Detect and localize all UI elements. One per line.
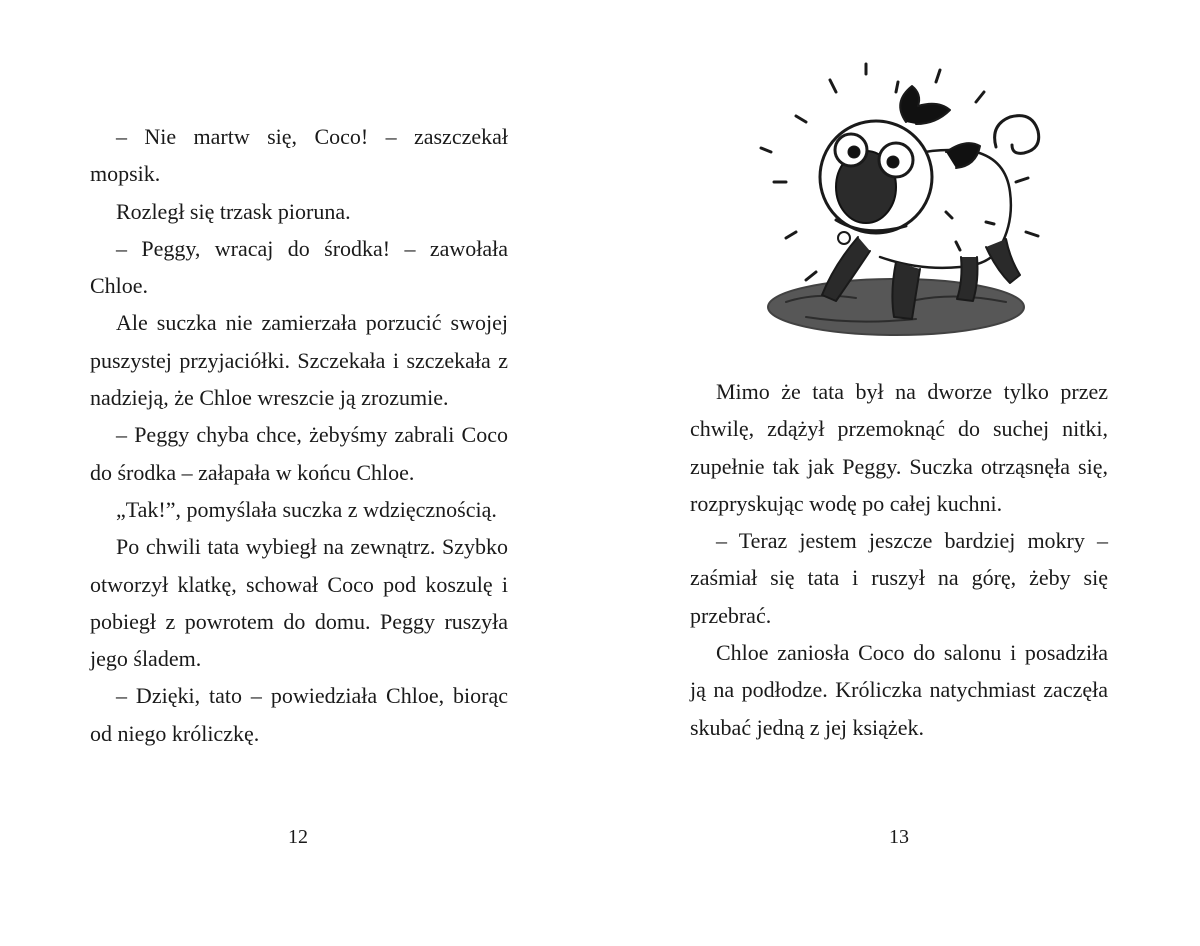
paragraph: – Peggy chyba chce, żebyśmy zabrali Coco do środka – załapała w końcu Chloe. [90,422,508,485]
paragraph: – Peggy, wracaj do środka! – zawołała Chloe. [90,235,508,299]
wet-pug-drawing-icon [746,62,1050,352]
paragraph: Ale suczka nie zamierzała porzucić swojej puszystej przyjaciółki. Szczekała i szczekała z nadzieją, że Chloe wreszcie ją zrozumie. [90,310,508,411]
paragraph: – Dzięki, tato – powiedziała Chloe, biorąc od niego króliczkę. [90,683,508,746]
paragraph: – Teraz jestem jeszcze bardziej mokry – zaśmiał się tata i ruszył na górę, żeby się przebrać. [690,528,1108,628]
page-number: 12 [288,826,308,848]
paragraph: Mimo że tata był na dworze tylko przez chwilę, zdążył przemoknąć do suchej nitki, zupełnie tak jak Peggy. Suczka otrząsnęła się, rozpryskując wodę po całej kuchni. [690,379,1108,516]
paragraph: – Nie martw się, Coco! – zaszczekał mopsik. [90,124,508,187]
paragraph: Po chwili tata wybiegł na zewnątrz. Szybko otworzył klatkę, schował Coco pod koszulę i pobiegł z powrotem do domu. Peggy ruszyła jego śladem. [90,534,508,672]
right-page [600,0,1200,946]
right-page-text [690,373,1108,746]
page-number: 13 [889,826,909,848]
paragraph: Rozległ się trzask pioruna. [116,198,351,224]
paragraph: Chloe zaniosła Coco do salonu i posadziła ją na podłodze. Króliczka natychmiast zaczęła skubać jedną z jej książek. [690,640,1108,740]
left-page-text [90,118,508,752]
paragraph: „Tak!”, pomyślała suczka z wdzięcznością. [116,496,497,522]
